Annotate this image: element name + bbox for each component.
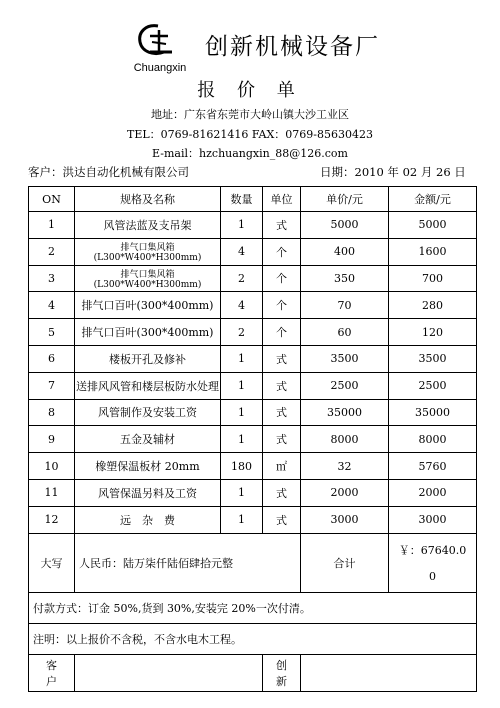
client-sign-char: 户 <box>46 674 57 688</box>
row-number: 12 <box>29 506 75 533</box>
item-price: 2000 <box>301 479 389 506</box>
row-number: 1 <box>29 212 75 239</box>
vendor-sign-char: 创 <box>276 658 287 672</box>
date-line: 日期：2010 年 02 月 26 日 <box>320 165 466 179</box>
table-row <box>29 372 477 399</box>
payment-row <box>29 592 477 623</box>
item-name: 送排风风管和楼层板防水处理 <box>75 372 221 399</box>
client-sign-area <box>75 654 263 691</box>
item-qty: 1 <box>221 345 263 372</box>
item-amount: 3500 <box>389 345 477 372</box>
item-name: 远 杂 费 <box>75 506 221 533</box>
header-cell: 数量 <box>221 187 263 212</box>
item-unit: 式 <box>263 345 301 372</box>
table-row <box>29 292 477 319</box>
signature-row <box>29 654 477 691</box>
sum-label: 合计 <box>301 533 389 592</box>
item-unit: 个 <box>263 319 301 346</box>
item-name: 排气口集风箱(L300*W400*H300mm) <box>75 238 221 265</box>
item-price: 8000 <box>301 426 389 453</box>
item-price: 35000 <box>301 399 389 426</box>
row-number: 11 <box>29 479 75 506</box>
logo-text: Chuangxin <box>133 62 187 74</box>
daxie-label: 大写 <box>29 533 75 592</box>
phone-fax-line: TEL：0769-81621416 FAX：0769-85630423 <box>126 128 374 141</box>
row-number: 6 <box>29 345 75 372</box>
item-name: 风管制作及安装工资 <box>75 399 221 426</box>
chuangxin-logo-icon <box>132 22 180 60</box>
item-price: 400 <box>301 238 389 265</box>
quote-table <box>28 186 477 692</box>
header-cell: ON <box>29 187 75 212</box>
item-qty: 180 <box>221 453 263 480</box>
row-number: 3 <box>29 265 75 292</box>
item-name: 风管法蓝及支吊架 <box>75 212 221 239</box>
table-header-row <box>29 187 477 212</box>
row-number: 9 <box>29 426 75 453</box>
header-cell: 单位 <box>263 187 301 212</box>
item-price: 70 <box>301 292 389 319</box>
item-unit: ㎡ <box>263 453 301 480</box>
item-qty: 4 <box>221 292 263 319</box>
item-amount: 35000 <box>389 399 477 426</box>
item-amount: 1600 <box>389 238 477 265</box>
client-sign-label <box>29 654 75 691</box>
table-row <box>29 265 477 292</box>
item-price: 3000 <box>301 506 389 533</box>
item-amount: 5000 <box>389 212 477 239</box>
header-cell: 单价/元 <box>301 187 389 212</box>
table-row <box>29 453 477 480</box>
item-qty: 2 <box>221 319 263 346</box>
document-title: 报 价 单 <box>197 80 303 101</box>
sum-value <box>389 533 477 592</box>
table-row <box>29 212 477 239</box>
table-row <box>29 399 477 426</box>
item-amount: 2000 <box>389 479 477 506</box>
vendor-sign-area <box>301 654 477 691</box>
email-line: E-mail：hzchuangxin_88@126.com <box>152 147 348 160</box>
item-unit: 式 <box>263 372 301 399</box>
header-cell: 规格及名称 <box>75 187 221 212</box>
item-amount: 120 <box>389 319 477 346</box>
item-name: 橡塑保温板材 20mm <box>75 453 221 480</box>
table-row <box>29 506 477 533</box>
item-qty: 1 <box>221 479 263 506</box>
item-qty: 4 <box>221 238 263 265</box>
note-text: 注明：以上报价不含税，不含水电木工程。 <box>29 623 477 654</box>
item-name: 排气口百叶(300*400mm) <box>75 319 221 346</box>
row-number: 10 <box>29 453 75 480</box>
header-cell: 金额/元 <box>389 187 477 212</box>
item-price: 5000 <box>301 212 389 239</box>
item-price: 32 <box>301 453 389 480</box>
item-unit: 个 <box>263 292 301 319</box>
item-price: 350 <box>301 265 389 292</box>
row-number: 2 <box>29 238 75 265</box>
item-price: 60 <box>301 319 389 346</box>
item-amount: 3000 <box>389 506 477 533</box>
item-qty: 1 <box>221 372 263 399</box>
row-number: 7 <box>29 372 75 399</box>
item-name: 风管保温另料及工资 <box>75 479 221 506</box>
table-row <box>29 345 477 372</box>
item-unit: 个 <box>263 265 301 292</box>
item-qty: 2 <box>221 265 263 292</box>
vendor-sign-char: 新 <box>276 674 287 688</box>
company-logo <box>120 22 200 78</box>
table-row <box>29 426 477 453</box>
daxie-value: 人民币：陆万柒仟陆佰肆拾元整 <box>75 533 301 592</box>
item-qty: 1 <box>221 426 263 453</box>
item-unit: 式 <box>263 212 301 239</box>
sum-value-main: ￥：67640.0 <box>398 544 467 558</box>
table-body <box>29 212 477 534</box>
item-unit: 式 <box>263 479 301 506</box>
payment-terms: 付款方式：订金 50%,货到 30%,安装完 20%一次付清。 <box>29 592 477 623</box>
row-number: 8 <box>29 399 75 426</box>
item-unit: 式 <box>263 399 301 426</box>
item-amount: 5760 <box>389 453 477 480</box>
item-name: 排气口百叶(300*400mm) <box>75 292 221 319</box>
vendor-sign-label <box>263 654 301 691</box>
address-line: 地址：广东省东莞市大岭山镇大沙工业区 <box>151 108 349 121</box>
item-amount: 700 <box>389 265 477 292</box>
item-price: 2500 <box>301 372 389 399</box>
item-price: 3500 <box>301 345 389 372</box>
table-row <box>29 479 477 506</box>
table-row <box>29 319 477 346</box>
item-qty: 1 <box>221 506 263 533</box>
item-unit: 式 <box>263 506 301 533</box>
item-name: 五金及辅材 <box>75 426 221 453</box>
item-unit: 个 <box>263 238 301 265</box>
row-number: 5 <box>29 319 75 346</box>
table-row <box>29 238 477 265</box>
item-amount: 2500 <box>389 372 477 399</box>
item-unit: 式 <box>263 426 301 453</box>
item-qty: 1 <box>221 212 263 239</box>
item-qty: 1 <box>221 399 263 426</box>
company-name: 创新机械设备厂 <box>205 34 380 60</box>
item-name: 排气口集风箱(L300*W400*H300mm) <box>75 265 221 292</box>
client-line: 客户：洪达自动化机械有限公司 <box>28 165 189 179</box>
note-row <box>29 623 477 654</box>
item-amount: 280 <box>389 292 477 319</box>
row-number: 4 <box>29 292 75 319</box>
total-row <box>29 533 477 592</box>
client-sign-char: 客 <box>46 658 57 672</box>
item-amount: 8000 <box>389 426 477 453</box>
sum-value-tail: 0 <box>429 570 436 584</box>
item-name: 楼板开孔及修补 <box>75 345 221 372</box>
